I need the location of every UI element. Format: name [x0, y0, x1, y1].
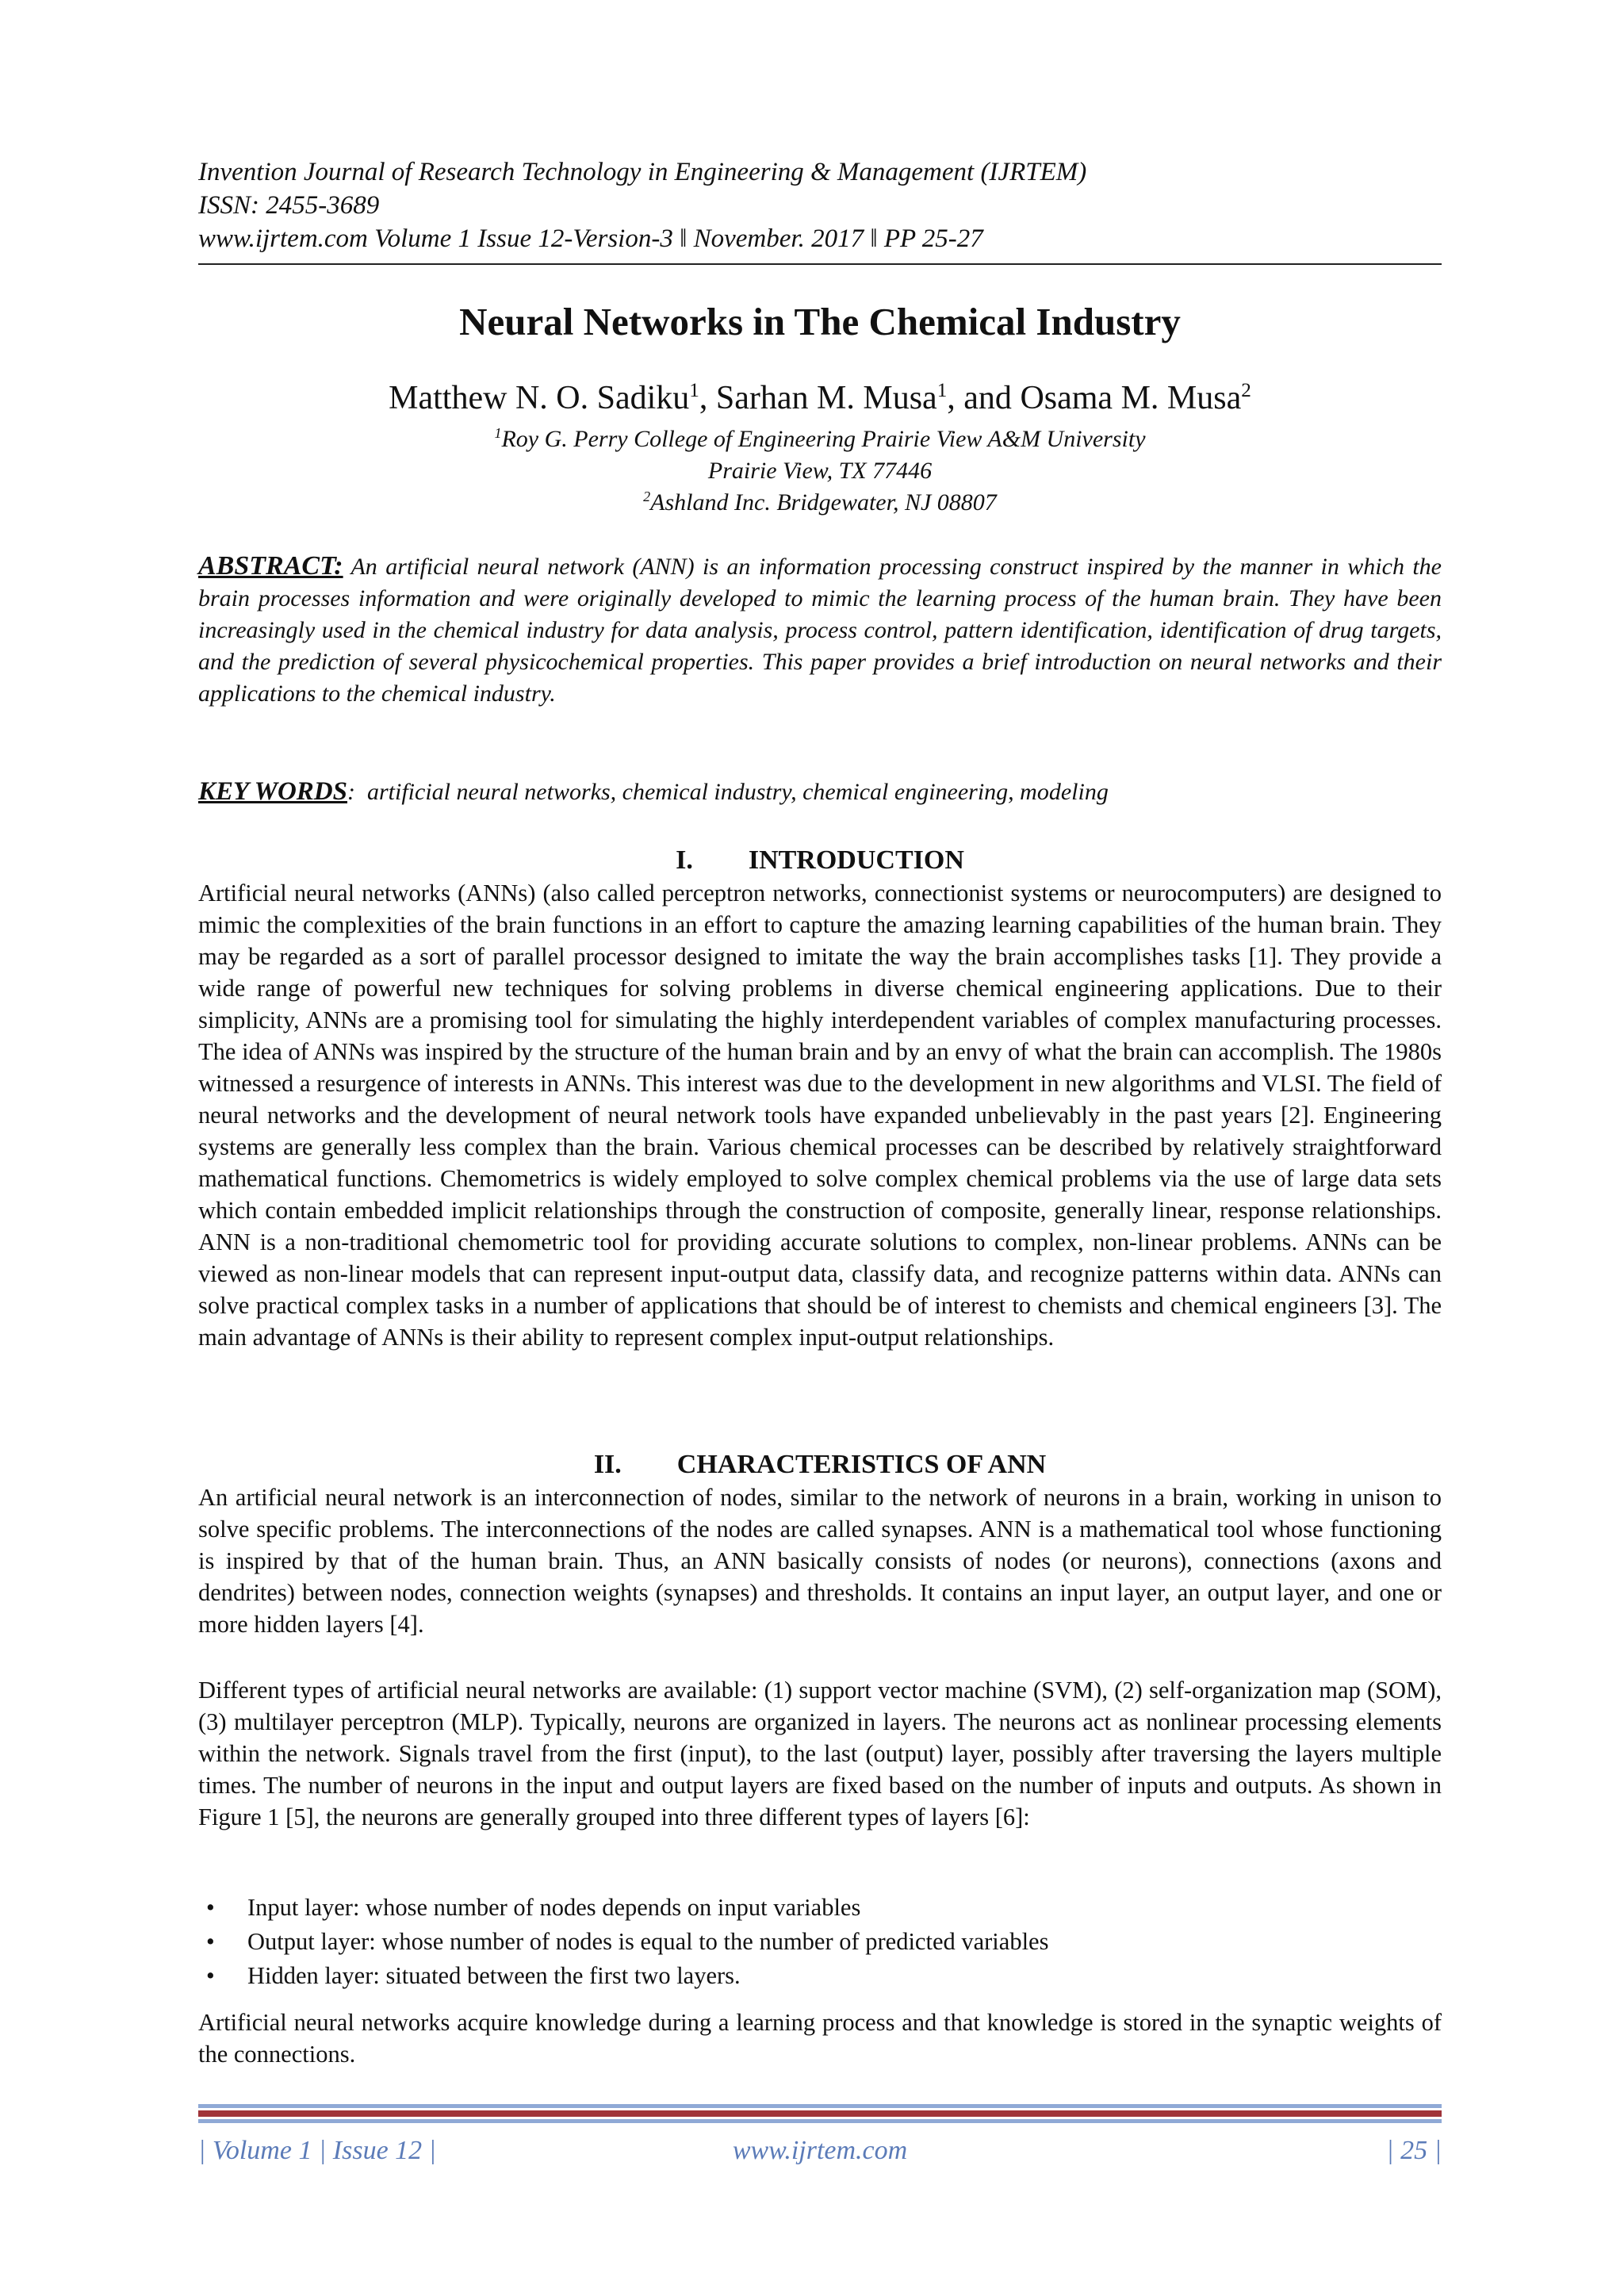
footer-rule-middle [198, 2110, 1442, 2117]
author-1: Matthew N. O. Sadiku [389, 380, 690, 416]
journal-issn: ISSN: 2455-3689 [198, 191, 380, 220]
section-title: CHARACTERISTICS OF ANN [676, 1450, 1047, 1479]
footer-rule-bottom [198, 2119, 1442, 2123]
list-item-text: Hidden layer: situated between the first two layers. [247, 1962, 741, 1989]
abstract-text: An artificial neural network (ANN) is an information processing construct inspired by the manner in which the brain processes information and were originally developed to mimic the learning process of the human brain. They have been increasingly used in the chemical industry for data analysis, process control, pattern identification, identification of drug targets, and the prediction of several physicochemical properties. This paper provides a brief introduction on neural networks and their applications to the chemical industry. [198, 554, 1442, 707]
author-2-affiliation-mark: 1 [936, 380, 948, 401]
affiliation-2-text: Ashland Inc. Bridgewater, NJ 08807 [650, 489, 997, 516]
affiliation-1 [198, 424, 1442, 455]
author-1-affiliation-mark: 1 [689, 380, 699, 401]
affiliation-1-mark: 1 [494, 425, 502, 441]
characteristics-paragraph-2: Different types of artificial neural networks are available: (1) support vector machine (SVM), (2) self-organization map (SOM), (3) multilayer perceptron (MLP). Typically, neurons are organized in layers. The neurons act as nonlinear processing elements within the network. Signals travel from the first (input), to the last (output) layer, possibly after traversing the layers multiple times. The number of neurons in the input and output layers are fixed based on the number of inputs and outputs. As shown in Figure 1 [5], the neurons are generally grouped into three different types of layers [6]: [198, 1677, 1442, 1830]
section-number: II. [593, 1450, 622, 1479]
journal-issue-info: www.ijrtem.com Volume 1 Issue 12-Version-3 ǁ November. 2017 ǁ PP 25-27 [198, 224, 983, 253]
author-2: Sarhan M. Musa [715, 380, 937, 416]
author-3-affiliation-mark: 2 [1241, 380, 1251, 401]
abstract [198, 550, 1442, 710]
footer-rule-top [198, 2104, 1442, 2108]
introduction-paragraph: Artificial neural networks (ANNs) (also called perceptron networks, connectionist systems or neurocomputers) are designed to mimic the complexities of the brain functions in an effort to capture the amazing learning capabilities of the human brain. They may be regarded as a sort of parallel processor designed to imitate the way the brain accomplishes tasks [1]. They provide a wide range of powerful new techniques for solving problems in diverse chemical engineering applications. Due to their simplicity, ANNs are a promising tool for simulating the highly interdependent variables of complex manufacturing processes. The idea of ANNs was inspired by the structure of the human brain and by an envy of what the brain can accomplish. The 1980s witnessed a resurgence of interests in ANNs. This interest was due to the development in new algorithms and VLSI. The field of neural networks and the development of neural network tools have expanded unbelievably in the past years [2]. Engineering systems are generally less complex than the brain. Various chemical processes can be described by relatively straightforward mathematical functions. Chemometrics is widely employed to solve complex chemical problems via the use of large data sets which contain embedded implicit relationships through the construction of composite, generally linear, response relationships. ANN is a non-traditional chemometric tool for providing accurate solutions to complex, non-linear problems. ANNs can be viewed as non-linear models that can represent input-output data, classify data, and recognize patterns within data. ANNs can solve practical complex tasks in a number of applications that should be of interest to chemists and chemical engineers [3]. The main advantage of ANNs is their ability to represent complex input-output relationships. [198, 880, 1442, 1351]
footer-page-number: | 25 | [1386, 2136, 1442, 2165]
list-item-text: Output layer: whose number of nodes is equal to the number of predicted variables [247, 1928, 1049, 1955]
section-title: INTRODUCTION [748, 845, 964, 875]
list-item [198, 1891, 1442, 1925]
section-heading-characteristics [198, 1448, 1442, 1481]
author-separator: , and [947, 380, 1021, 416]
affiliations [198, 424, 1442, 519]
footer-volume-issue: | Volume 1 | Issue 12 | [198, 2136, 437, 2165]
affiliation-1-address: Prairie View, TX 77446 [707, 458, 933, 484]
section-heading-introduction [198, 844, 1442, 877]
footer-website: www.ijrtem.com [732, 2136, 908, 2165]
bullet-icon: • [206, 1962, 215, 1989]
journal-header [198, 155, 1442, 255]
keywords [198, 776, 1442, 808]
characteristics-paragraph-3: Artificial neural networks acquire knowledge during a learning process and that knowledge is stored in the synaptic weights of the connections. [198, 2009, 1442, 2068]
affiliation-2-mark: 2 [643, 489, 651, 504]
abstract-label: ABSTRACT: [198, 551, 343, 581]
journal-name: Invention Journal of Research Technology in Engineering & Management (IJRTEM) [198, 158, 1087, 186]
list-item [198, 1925, 1442, 1959]
section-number: I. [676, 845, 693, 875]
bullet-icon: • [206, 1894, 215, 1921]
affiliation-2 [198, 487, 1442, 519]
affiliation-1-text: Roy G. Perry College of Engineering Prairie View A&M University [501, 426, 1146, 452]
list-item [198, 1959, 1442, 1993]
bullet-icon: • [206, 1928, 215, 1955]
layer-types-list [198, 1891, 1442, 1993]
author-separator: , [699, 380, 716, 416]
keywords-label: KEY WORDS [198, 777, 347, 806]
keywords-colon: : [347, 779, 355, 805]
header-divider [198, 263, 1442, 265]
author-list [198, 378, 1442, 419]
paper-title: Neural Networks in The Chemical Industry [459, 300, 1181, 343]
author-3: Osama M. Musa [1020, 380, 1242, 416]
characteristics-paragraph-1: An artificial neural network is an interconnection of nodes, similar to the network of neurons in a brain, working in unison to solve specific problems. The interconnections of the nodes are called synapses. ANN is a mathematical tool whose functioning is inspired by that of the human brain. Thus, an ANN basically consists of nodes (or neurons), connections (axons and dendrites) between nodes, connection weights (synapses) and thresholds. It contains an input layer, an output layer, and one or more hidden layers [4]. [198, 1484, 1442, 1638]
footer-divider [198, 2104, 1442, 2123]
list-item-text: Input layer: whose number of nodes depends on input variables [247, 1894, 861, 1921]
page-footer [198, 2133, 1442, 2168]
keywords-text: artificial neural networks, chemical industry, chemical engineering, modeling [366, 779, 1109, 805]
